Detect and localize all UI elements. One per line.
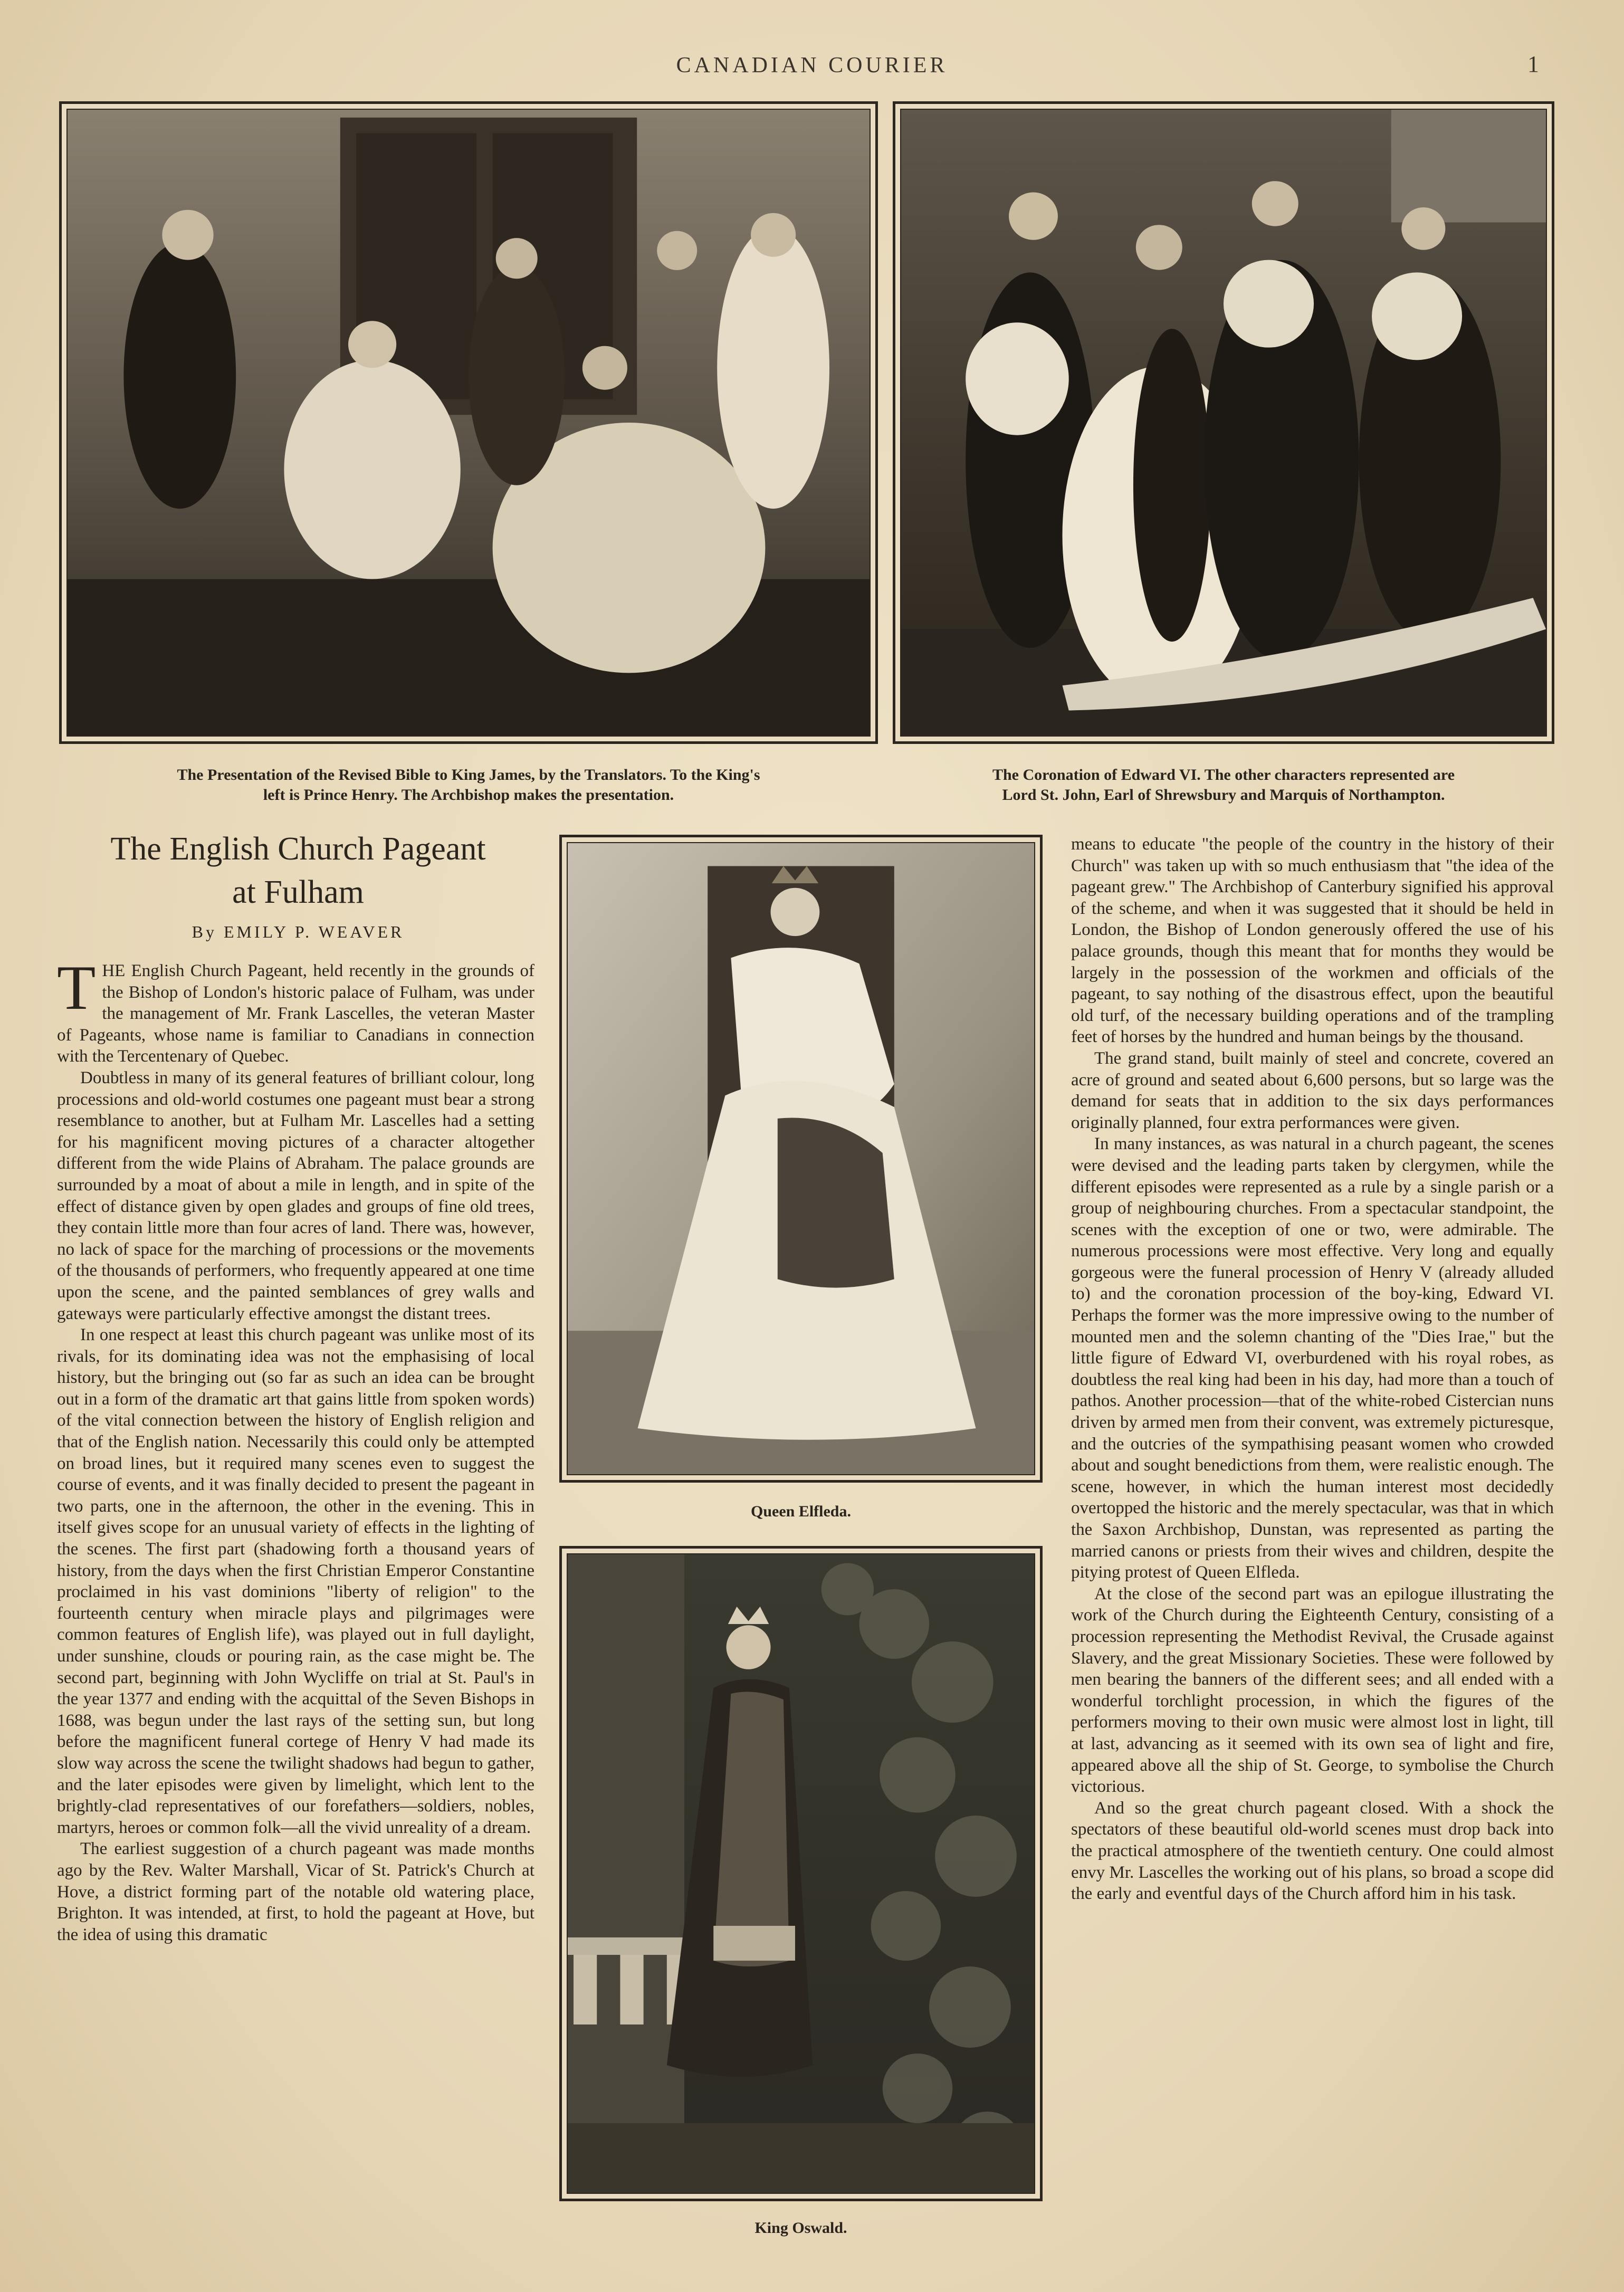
article-paragraph: In many instances, as was natural in a church pageant, the scenes were devised and the leading parts taken by clergymen, while the different episodes were represented as a rule by a single parish or a group of neighbouring churches. From a spectacular standpoint, the scenes with the exception of one or two, were admirable. The numerous processions were most effective. Very long and equally gorgeous were the funeral procession of Henry V (already alluded to) and the coronation procession of the boy-king, Edward VI. Perhaps the former was the more impressive owing to the number of mounted men and the solemn chanting of the "Dies Irae," but the little figure of Edward VI, overburdened with his royal robes, as doubtless the real king had been in his day, had more than a touch of pathos. Another procession—that of the white-robed Cistercian nuns driven by armed men from their convent, was extremely picturesque, and the outcries of the sympathising peasant women who crowded about and sought benedictions from them, were realistic enough. The scene, however, in which the human interest most decidedly overtopped the historic and the merely spectacular, was that in which the Saxon Archbishop, Dunstan, was represented as parting the married canons or priests from their wives and children, despite the pitying protest of Queen Elfleda. <box>1071 1134 1554 1582</box>
photo-king-oswald-image <box>568 1554 1034 2193</box>
photo-coronation-edward <box>893 101 1554 744</box>
photo-coronation-edward-image <box>901 110 1546 736</box>
photo-caption-coronation: The Coronation of Edward VI. The other characters represented are Lord St. John, Earl of Shrewsbury and Marquis of Northampton. <box>992 766 1455 804</box>
article-title: The English Church Pageant at Fulham <box>110 831 486 910</box>
photo-bible-presentation <box>59 101 878 744</box>
running-head: CANADIAN COURIER <box>676 53 948 78</box>
drop-cap: T <box>57 960 96 1023</box>
article-paragraph: And so the great church pageant closed. With a shock the spectators of these beautiful old-world scenes must drop back into the practical atmosphere of the twentieth century. One could almost envy Mr. Lascelles the working out of his plans, so broad a scope did the early and eventful days of the Church afford him in his task. <box>1071 1798 1554 1904</box>
photo-queen-elfleda-image <box>568 843 1034 1474</box>
article-paragraph: At the close of the second part was an epilogue illustrating the work of the Church during the Eighteenth Century, consisting of a procession representing the Methodist Revival, the Crusade against Slavery, and the great Missionary Societies. These were followed by men bearing the banners of the different sees; and all ended with a wonderful torchlight procession, in which the figures of the performers moving to their own music were almost lost in light, till at last, advancing as it seemed with its own sea of light and fire, appeared above all the ship of St. George, to symbolise the Church victorious. <box>1071 1584 1554 1797</box>
photo-queen-elfleda <box>559 835 1043 1483</box>
photo-caption-bible: The Presentation of the Revised Bible to King James, by the Translators. To the King's left is Prince Henry. The Archbishop makes the presentation. <box>177 766 760 804</box>
article-column-1 <box>57 960 534 2253</box>
article-paragraph: The earliest suggestion of a church pageant was made months ago by the Rev. Walter Marshall, Vicar of St. Patrick's Church at Hove, a district forming part of the notable old watering place, Brighton. It was intended, at first, to hold the pageant at Hove, but the idea of using this dramatic <box>57 1839 534 1944</box>
article-paragraph: The grand stand, built mainly of steel and concrete, covered an acre of ground and seated about 6,600 persons, but so large was the demand for seats that in addition to the six days performances originally planned, four extra performances were given. <box>1071 1048 1554 1132</box>
article-paragraph: Doubtless in many of its general features of brilliant colour, long processions and old-world costumes one pageant must bear a strong resemblance to another, but at Fulham Mr. Lascelles had a setting for his magnificent moving pictures of a character altogether different from the wide Plains of Abraham. The palace grounds are surrounded by a moat of about a mile in length, and in spite of the effect of distance given by open glades and groups of fine old trees, they contain little more than four acres of land. There was, however, no lack of space for the marching of processions or the movements of the thousands of performers, who frequently appeared at one time upon the scene, and the painted semblances of grey walls and gateways were particularly effective amongst the distant trees. <box>57 1068 534 1323</box>
article-column-3 <box>1071 834 1554 2258</box>
article-paragraph: means to educate "the people of the country in the history of their Church" was taken up with so much enthusiasm that "the idea of the pageant grew." The Archbishop of Canterbury signified his approval of the scheme, and when it was suggested that it should be held in London, the Bishop of London generously offered the use of his palace grounds, though this meant that for months they would be largely in the possession of the workmen and officials of the pageant, to say nothing of the disastrous effect, upon the beautiful old turf, of the necessary building operations and of the trampling feet of horses by the hundred and human beings by the thousand. <box>1071 835 1554 1047</box>
photo-caption-king-oswald: King Oswald. <box>754 2219 847 2237</box>
photo-bible-presentation-image <box>68 110 870 736</box>
article-byline: By EMILY P. WEAVER <box>192 922 405 941</box>
article-paragraph: THE English Church Pageant, held recently in the grounds of the Bishop of London's historic palace of Fulham, was under the management of Mr. Frank Lascelles, the veteran Master of Pageants, whose name is familiar to Canadians in connection with the Tercentenary of Quebec. <box>57 960 534 1066</box>
page-number: 1 <box>1527 51 1539 77</box>
photo-caption-queen-elfleda: Queen Elfleda. <box>750 1503 851 1520</box>
photo-king-oswald <box>559 1546 1043 2201</box>
article-paragraph: In one respect at least this church pageant was unlike most of its rivals, for its dominating idea was not the emphasising of local history, but the bringing out (so far as such an idea can be brought out in a form of the dramatic art that gains little from spoken words) of the vital connection between the history of English religion and that of the English nation. Necessarily this could only be attempted on broad lines, but it required many scenes even to suggest the course of events, and it was finally decided to present the pageant in two parts, one in the afternoon, the other in the evening. This in itself gives scope for an unusual variety of effects in the lighting of the scenes. The first part (shadowing forth a thousand years of history, from the days when the first Christian Emperor Constantine proclaimed in his vast dominions "liberty of religion" to the fourteenth century when miracle plays and pilgrimages were common features of English life), was played out in full daylight, under sunshine, clouds or pouring rain, as the case might be. The second part, beginning with John Wycliffe on trial at St. Paul's in the year 1377 and ending with the acquittal of the Seven Bishops in 1688, was begun under the last rays of the setting sun, but long before the magnificent funeral cortege of Henry V had made its slow way across the scene the twilight shadows had begun to gather, and the later episodes were given by limelight, which lent to the brightly-clad representatives of our forefathers—soldiers, nobles, martyrs, heroes or common folk—all the vivid unreality of a dream. <box>57 1325 534 1837</box>
